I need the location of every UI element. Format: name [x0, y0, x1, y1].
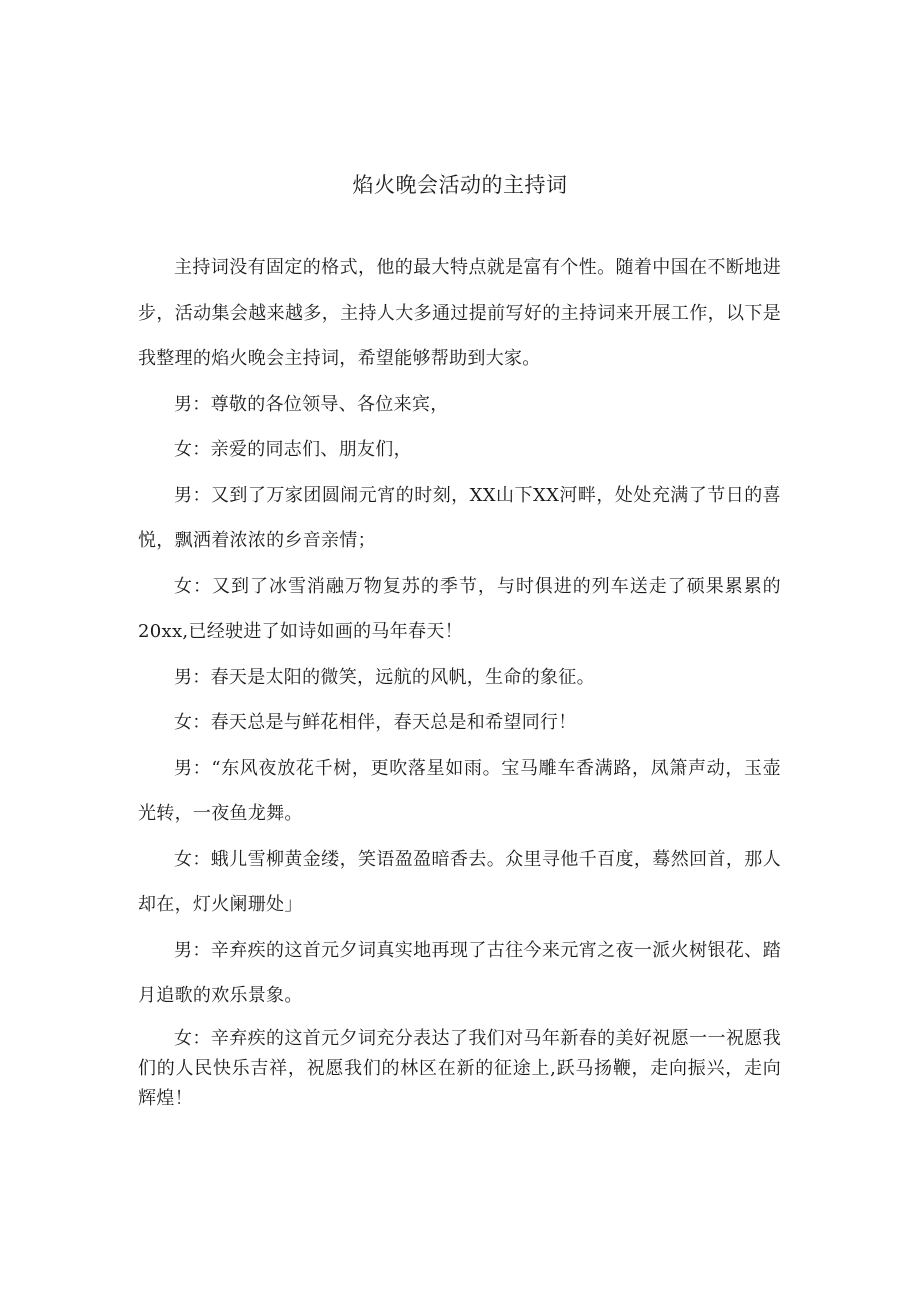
- intro-paragraph: 主持词没有固定的格式，他的最大特点就是富有个性。随着中国在不断地进步，活动集会越来越多，主持人大多通过提前写好的主持词来开展工作，以下是我整理的焰火晚会主持词，希望能够帮助到大家。: [138, 257, 781, 369]
- document-body: [138, 245, 781, 1114]
- dialogue-line: 男：又到了万家团圆闹元宵的时刻，XX山下XX河畔，处处充满了节日的喜悦，飘洒着浓浓的乡音亲情；: [138, 484, 781, 551]
- dialogue-line: 女：又到了冰雪消融万物复苏的季节，与时俱进的列车送走了硕果累累的20xx,已经驶进了如诗如画的马年春天！: [138, 575, 781, 642]
- dialogue-line: 男：“东风夜放花千树，更吹落星如雨。宝马雕车香满路，凤箫声动，玉壶光转，一夜鱼龙舞。: [138, 757, 781, 824]
- document-title: 焰火晚会活动的主持词: [352, 173, 568, 197]
- dialogue-line: 女：蛾儿雪柳黄金缕，笑语盈盈暗香去。众里寻他千百度，蓦然回首，那人却在，灯火阑珊处」: [138, 848, 781, 915]
- dialogue-line: 男：尊敬的各位领导、各位来宾，: [174, 393, 449, 415]
- dialogue-line: 女：亲爱的同志们、朋友们，: [174, 439, 412, 460]
- dialogue-line: 女：辛弃疾的这首元夕词充分表达了我们对马年新春的美好祝愿一一祝愿我们的人民快乐吉祥，祝愿我们的林区在新的征途上,跃马扬鞭，走向振兴，走向辉煌！: [138, 1027, 781, 1109]
- dialogue-line: 男：辛弃疾的这首元夕词真实地再现了古往今来元宵之夜一派火树银花、踏月追歌的欢乐景象。: [138, 939, 781, 1006]
- dialogue-line: 女：春天总是与鲜花相伴，春天总是和希望同行！: [174, 712, 577, 733]
- dialogue-line: 男：春天是太阳的微笑，远航的风帆，生命的象征。: [174, 666, 595, 688]
